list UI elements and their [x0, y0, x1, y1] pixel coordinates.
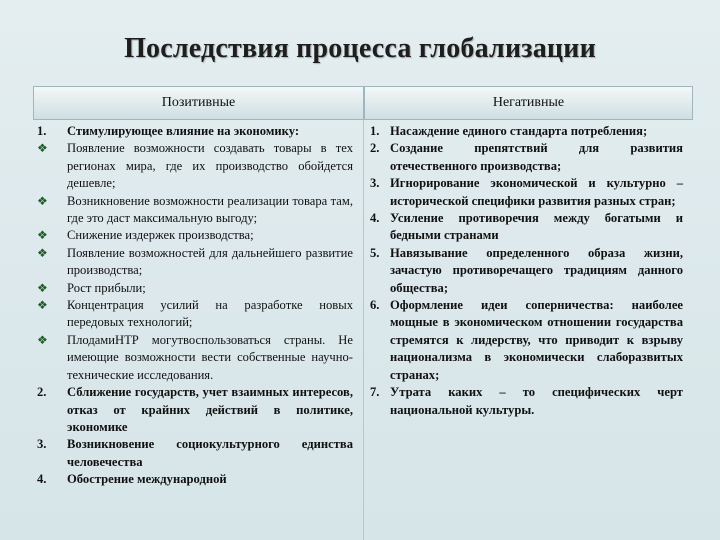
- negative-item-text: Навязывание определенного образа жизни, зачастую противоречащего традициям данного общества;: [390, 245, 683, 295]
- positive-item-text: Обострение международной: [67, 472, 227, 487]
- positive-item: [33, 332, 363, 384]
- diamond-bullet-icon: ❖: [37, 228, 48, 243]
- negative-header: Негативные: [364, 86, 693, 120]
- positive-item: [33, 227, 363, 244]
- diamond-bullet-icon: ❖: [37, 245, 48, 260]
- negative-item-text: Игнорирование экономической и культурно – исторической специфики развития разных стран;: [390, 176, 683, 208]
- item-number: 4.: [37, 472, 47, 487]
- positive-item-text: ПлодамиНТР могутвоспользоваться страны. Не имеющие возможности вести собственные научно-технические исследования.: [67, 332, 353, 382]
- positive-list: [33, 120, 363, 489]
- positive-column: [33, 120, 364, 540]
- slide-title: Последствия процесса глобализации: [124, 33, 596, 64]
- positive-item-text: Снижение издержек производства;: [67, 228, 254, 243]
- item-number: 4.: [370, 211, 380, 226]
- positive-item: [33, 297, 363, 332]
- positive-item-text: Возникновение возможности реализации товара там, где это даст максимальную выгоду;: [67, 193, 353, 226]
- item-number: 7.: [370, 385, 380, 400]
- diamond-bullet-icon: ❖: [37, 141, 48, 156]
- item-number: 1.: [37, 124, 47, 138]
- item-number: 3.: [370, 176, 380, 191]
- diamond-bullet-icon: ❖: [37, 280, 48, 295]
- negative-column: [364, 120, 693, 540]
- item-number: 2.: [37, 385, 47, 400]
- positive-item-text: Возникновение социокультурного единства человечества: [67, 437, 353, 469]
- negative-item-text: Создание препятствий для развития отечественного производства;: [390, 141, 683, 173]
- negative-item: [364, 245, 693, 297]
- negative-item: [364, 175, 693, 210]
- diamond-bullet-icon: ❖: [37, 298, 48, 313]
- item-number: 1.: [370, 124, 380, 138]
- negative-item-text: Утрата каких – то специфических черт национальной культуры.: [390, 385, 683, 417]
- positive-item-text: Стимулирующее влияние на экономику:: [67, 124, 300, 138]
- positive-item-text: Сближение государств, учет взаимных интересов, отказ от крайних действий в политике, экономике: [67, 385, 353, 434]
- negative-item-text: Оформление идеи соперничества: наиболее мощные в экономическом отношении государства стремятся к лидерству, что приводит к взрыву национализма в экономически слаборазвитых странах;: [390, 298, 683, 382]
- diamond-bullet-icon: ❖: [37, 193, 48, 208]
- positive-item: [33, 436, 363, 471]
- negative-list: [364, 120, 693, 419]
- item-number: 3.: [37, 437, 47, 452]
- positive-item: [33, 140, 363, 192]
- negative-item: [364, 384, 693, 419]
- item-number: 6.: [370, 298, 380, 313]
- negative-item-text: Насаждение единого стандарта потребления;: [390, 124, 648, 138]
- negative-item: [364, 297, 693, 384]
- negative-item-text: Усиление противоречия между богатыми и бедными странами: [390, 211, 683, 243]
- positive-item: [33, 123, 363, 140]
- positive-item-text: Появление возможности создавать товары в тех регионах мира, где их производство обойдется дешевле;: [67, 141, 353, 191]
- positive-item: [33, 384, 363, 436]
- negative-item: [364, 210, 693, 245]
- positive-item: [33, 471, 363, 488]
- item-number: 2.: [370, 141, 380, 156]
- positive-item-text: Рост прибыли;: [67, 280, 146, 295]
- positive-item: [33, 193, 363, 228]
- positive-item: [33, 245, 363, 280]
- diamond-bullet-icon: ❖: [37, 332, 48, 347]
- positive-item: [33, 280, 363, 297]
- item-number: 5.: [370, 245, 380, 260]
- negative-item: [364, 140, 693, 175]
- positive-item-text: Концентрация усилий на разработке новых передовых технологий;: [67, 298, 353, 330]
- negative-item: [364, 123, 693, 140]
- positive-header: Позитивные: [33, 86, 364, 120]
- positive-item-text: Появление возможностей для дальнейшего развитие производства;: [67, 245, 353, 278]
